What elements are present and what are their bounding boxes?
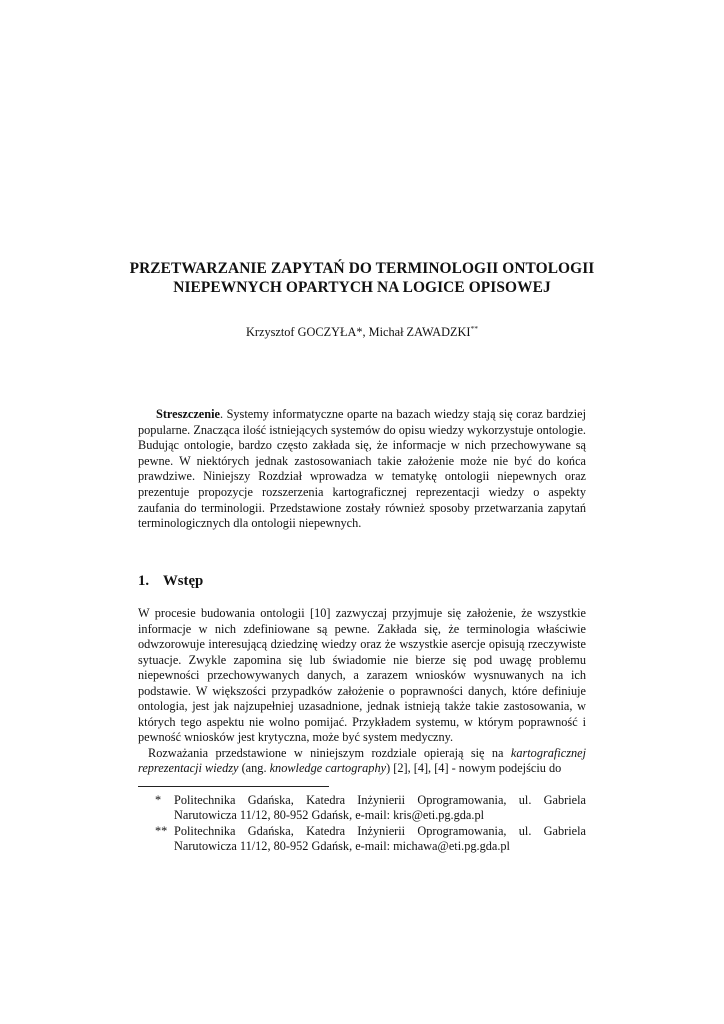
- paragraph-2-middle: (ang.: [238, 761, 270, 776]
- footnotes: [155, 793, 586, 854]
- term-knowledge-cartography: knowledge cartography: [269, 761, 387, 776]
- footnote-separator: [138, 786, 329, 787]
- body-paragraph-2: [138, 746, 586, 777]
- section-number: 1.: [138, 573, 150, 589]
- authors-names: Krzysztof GOCZYŁA*, Michał ZAWADZKI: [246, 325, 471, 339]
- paper-title: [100, 259, 624, 297]
- abstract: [138, 407, 586, 532]
- author-footnote-marker: **: [470, 324, 478, 333]
- abstract-label: Streszczenie: [156, 407, 220, 421]
- authors-line: [100, 324, 624, 342]
- term-knowledge-representation: kartograficznej reprezentacji wiedzy: [138, 745, 586, 776]
- body-paragraph-1: W procesie budowania ontologii [10] zazwyczaj przyjmuje się założenie, że wszystkie informacje w nich zdefiniowane są pewne. Zakłada się, że terminologia właściwie odwzorowuje interesującą dziedzinę wiedzy oraz że wszystkie asercje opisują rzeczywiste sytuacje. Zwykle zapomina się lub świadomie nie bierze się pod uwagę problemu niepewności przechowywanych danych, a zarazem wniosków wysnuwanych na ich podstawie. W większości przypadków założenie o poprawności danych, które definiuje ontologia, jest jak najzupełniej uzasadnione, jednak istnieją także takie zastosowania, w których tego aspektu nie wolno pomijać. Przykładem systemu, w którym poprawność i pewność wniosków jest krytyczna, może być system medyczny.: [138, 606, 586, 745]
- footnote-2-text: Politechnika Gdańska, Katedra Inżynierii Oprogramowania, ul. Gabriela Narutowicza 11/12, 80-952 Gdańsk, e-mail: michawa@eti.pg.gda.pl: [174, 823, 586, 853]
- footnote-1: [155, 793, 586, 824]
- footnote-1-mark: *: [155, 793, 162, 807]
- abstract-text: . Systemy informatyczne oparte na bazach wiedzy stają się coraz bardziej popularne. Znacząca ilość istniejących systemów do opisu wiedzy wykorzystuje ontologie. Budując ontologie, bardzo często zakłada się, że informacje w nich przechowywane są pewne. W niektórych jednak zastosowaniach takie założenie może nie być do końca prawdziwe. Niniejszy Rozdział wprowadza w tematykę ontologii niepewnych oraz prezentuje propozycje rozszerzenia kartograficznej reprezentacji wiedzy o aspekty zaufania do terminologii. Przedstawione zostały również sposoby przetwarzania zapytań terminologicznych dla ontologii niepewnych.: [138, 407, 586, 531]
- footnote-1-text: Politechnika Gdańska, Katedra Inżynierii Oprogramowania, ul. Gabriela Narutowicza 11/12, 80-952 Gdańsk, e-mail: kris@eti.pg.gda.pl: [174, 793, 586, 823]
- paragraph-2-start: Rozważania przedstawione w niniejszym rozdziale opierają się na: [148, 745, 511, 760]
- footnote-2-mark: **: [155, 823, 168, 838]
- title-line-1: PRZETWARZANIE ZAPYTAŃ DO TERMINOLOGII ONTOLOGII: [129, 260, 595, 277]
- section-heading: [138, 572, 203, 590]
- footnote-2: [155, 824, 586, 855]
- title-line-2: NIEPEWNYCH OPARTYCH NA LOGICE OPISOWEJ: [173, 279, 551, 296]
- section-title: Wstęp: [163, 573, 204, 589]
- paragraph-2-end: ) [2], [4], [4] - nowym podejściu do: [386, 761, 562, 776]
- introduction-body: [138, 606, 586, 777]
